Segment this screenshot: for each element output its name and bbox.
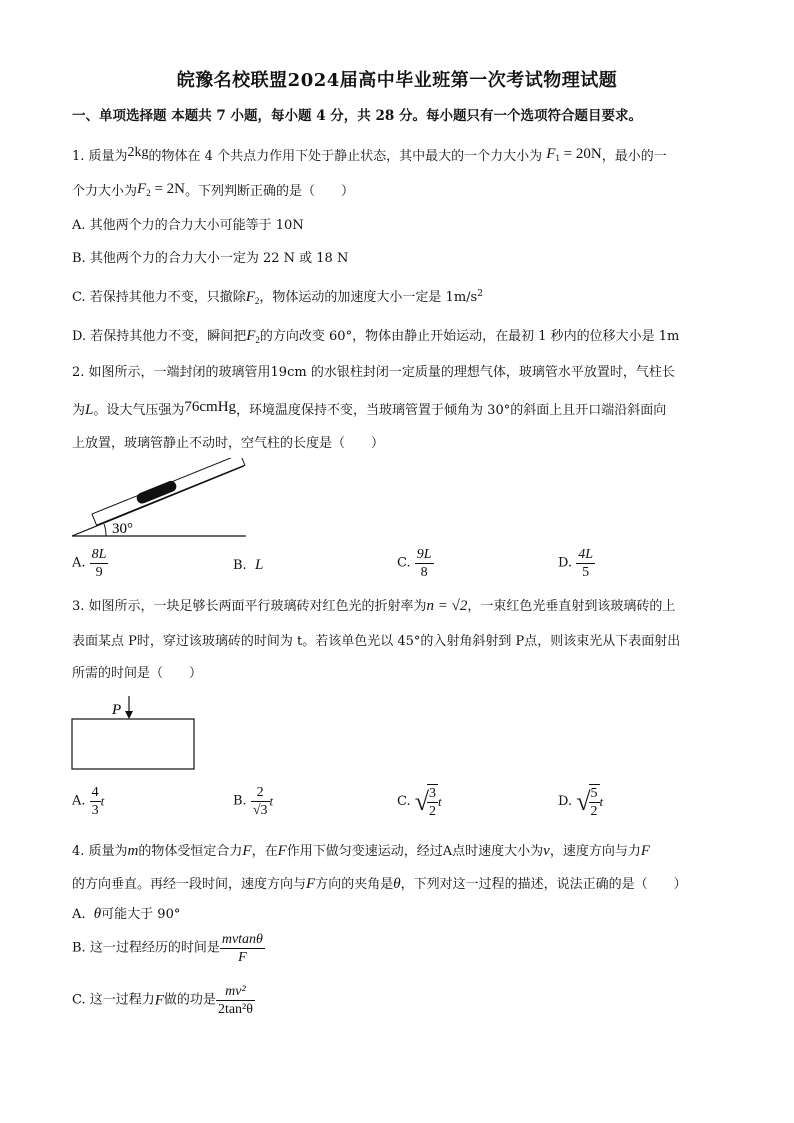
incline-line	[72, 466, 244, 536]
q1-option-c: C. 若保持其他力不变，只撤除$F_2$，物体运动的加速度大小一定是 $1m/s^2$	[72, 289, 483, 306]
q1-line2	[72, 180, 354, 202]
q2-option-d: D. $\frac{4L}{5}$	[558, 547, 594, 580]
q2-option-c: C. $\frac{9L}{8}$	[397, 547, 432, 580]
point-p-label: P	[112, 702, 122, 718]
q1-text: 个力大小为	[72, 184, 138, 199]
incline-tube-diagram	[68, 458, 258, 542]
q1-option-a: A. 其他两个力的合力大小可能等于 10N	[72, 218, 304, 233]
q2-option-a: A. $\frac{8L}{9}$	[72, 547, 107, 580]
q1-line1	[72, 144, 667, 167]
glass-block-diagram	[70, 694, 200, 772]
glass-block	[72, 719, 194, 769]
q3-option-b: B. $\frac{2}{√3}$ t	[233, 785, 274, 818]
page-title: 皖豫名校联盟2024届高中毕业班第一次考试物理试题	[176, 70, 618, 91]
q4-option-b: B. 这一过程经历的时间是 $\frac{mvtan\theta}{F}$	[72, 932, 263, 965]
q3-line3: 所需的时间是（ ）	[72, 666, 203, 681]
q1-option-d: D. 若保持其他力不变，瞬间把$F_2$的方向改变 60°，物体由静止开始运动，在最初 1 秒内的位移大小是 1m	[72, 328, 680, 345]
angle-label: 30°	[112, 521, 133, 537]
q3-option-d: D. √ $\frac{5}{2}$ t	[558, 786, 604, 819]
q1-option-b: B. 其他两个力的合力大小一定为 22 N 或 18 N	[72, 251, 349, 266]
q4-option-c: C. 这一过程力F做的功是 $\frac{\text{mv²}}{\text{2tan²θ}}$	[72, 984, 253, 1017]
q1-text: 的物体在 4 个共点力作用下处于静止状态，其中最大的一个力大小为	[148, 149, 543, 164]
q1-mass: 2kg	[127, 145, 149, 160]
section-heading: 一、单项选择题 本题共 7 小题，每小题 4 分，共 28 分。每小题只有一个选项符合题目要求。	[72, 108, 642, 124]
q2-line2: 为L。设大气压强为76cmHg，环境温度保持不变，当玻璃管置于倾角为 30°的斜面上且开口端沿斜面向	[72, 399, 667, 418]
q3-line2: 表面某点 P时，穿过该玻璃砖的时间为 t。若该单色光以 45°的入射角斜射到 P点，则该束光从下表面射出	[72, 634, 681, 649]
q4-line1: 4. 质量为m的物体受恒定合力F，在F作用下做匀变速运动，经过A点时速度大小为v，速度方向与力F	[72, 843, 651, 859]
q4-option-a: A. θ可能大于 90°	[72, 906, 181, 922]
q3-line1: 3. 如图所示，一块足够长两面平行玻璃砖对红色光的折射率为n = √2，一束红色光垂直射到该玻璃砖的上	[72, 598, 676, 614]
q2-line3: 上放置，玻璃管静止不动时，空气柱的长度是（ ）	[72, 436, 385, 451]
q1-f1: $F_1 = 20N$	[546, 146, 602, 163]
q3-option-c: C. √ $\frac{3}{2}$ t	[397, 786, 442, 819]
angle-arc	[104, 524, 106, 536]
q4-line2: 的方向垂直。再经一段时间，速度方向与F方向的夹角是θ，下列对这一过程的描述，说法正确的是（ ）	[72, 876, 687, 892]
q1-text: 。下列判断正确的是（ ）	[184, 184, 354, 199]
q1-text: 1. 质量为	[72, 149, 128, 164]
q2-option-b: B. L	[233, 557, 264, 573]
q3-option-a: A. $\frac{4}{3}$ t	[72, 785, 105, 818]
q1-f2: $F_2 = 2N$	[137, 181, 185, 198]
q1-text: ，最小的一	[601, 149, 667, 164]
arrow-head-icon	[125, 711, 133, 719]
q2-line1: 2. 如图所示，一端封闭的玻璃管用19cm 的水银柱封闭一定质量的理想气体，玻璃管水平放置时，气柱长	[72, 365, 675, 380]
